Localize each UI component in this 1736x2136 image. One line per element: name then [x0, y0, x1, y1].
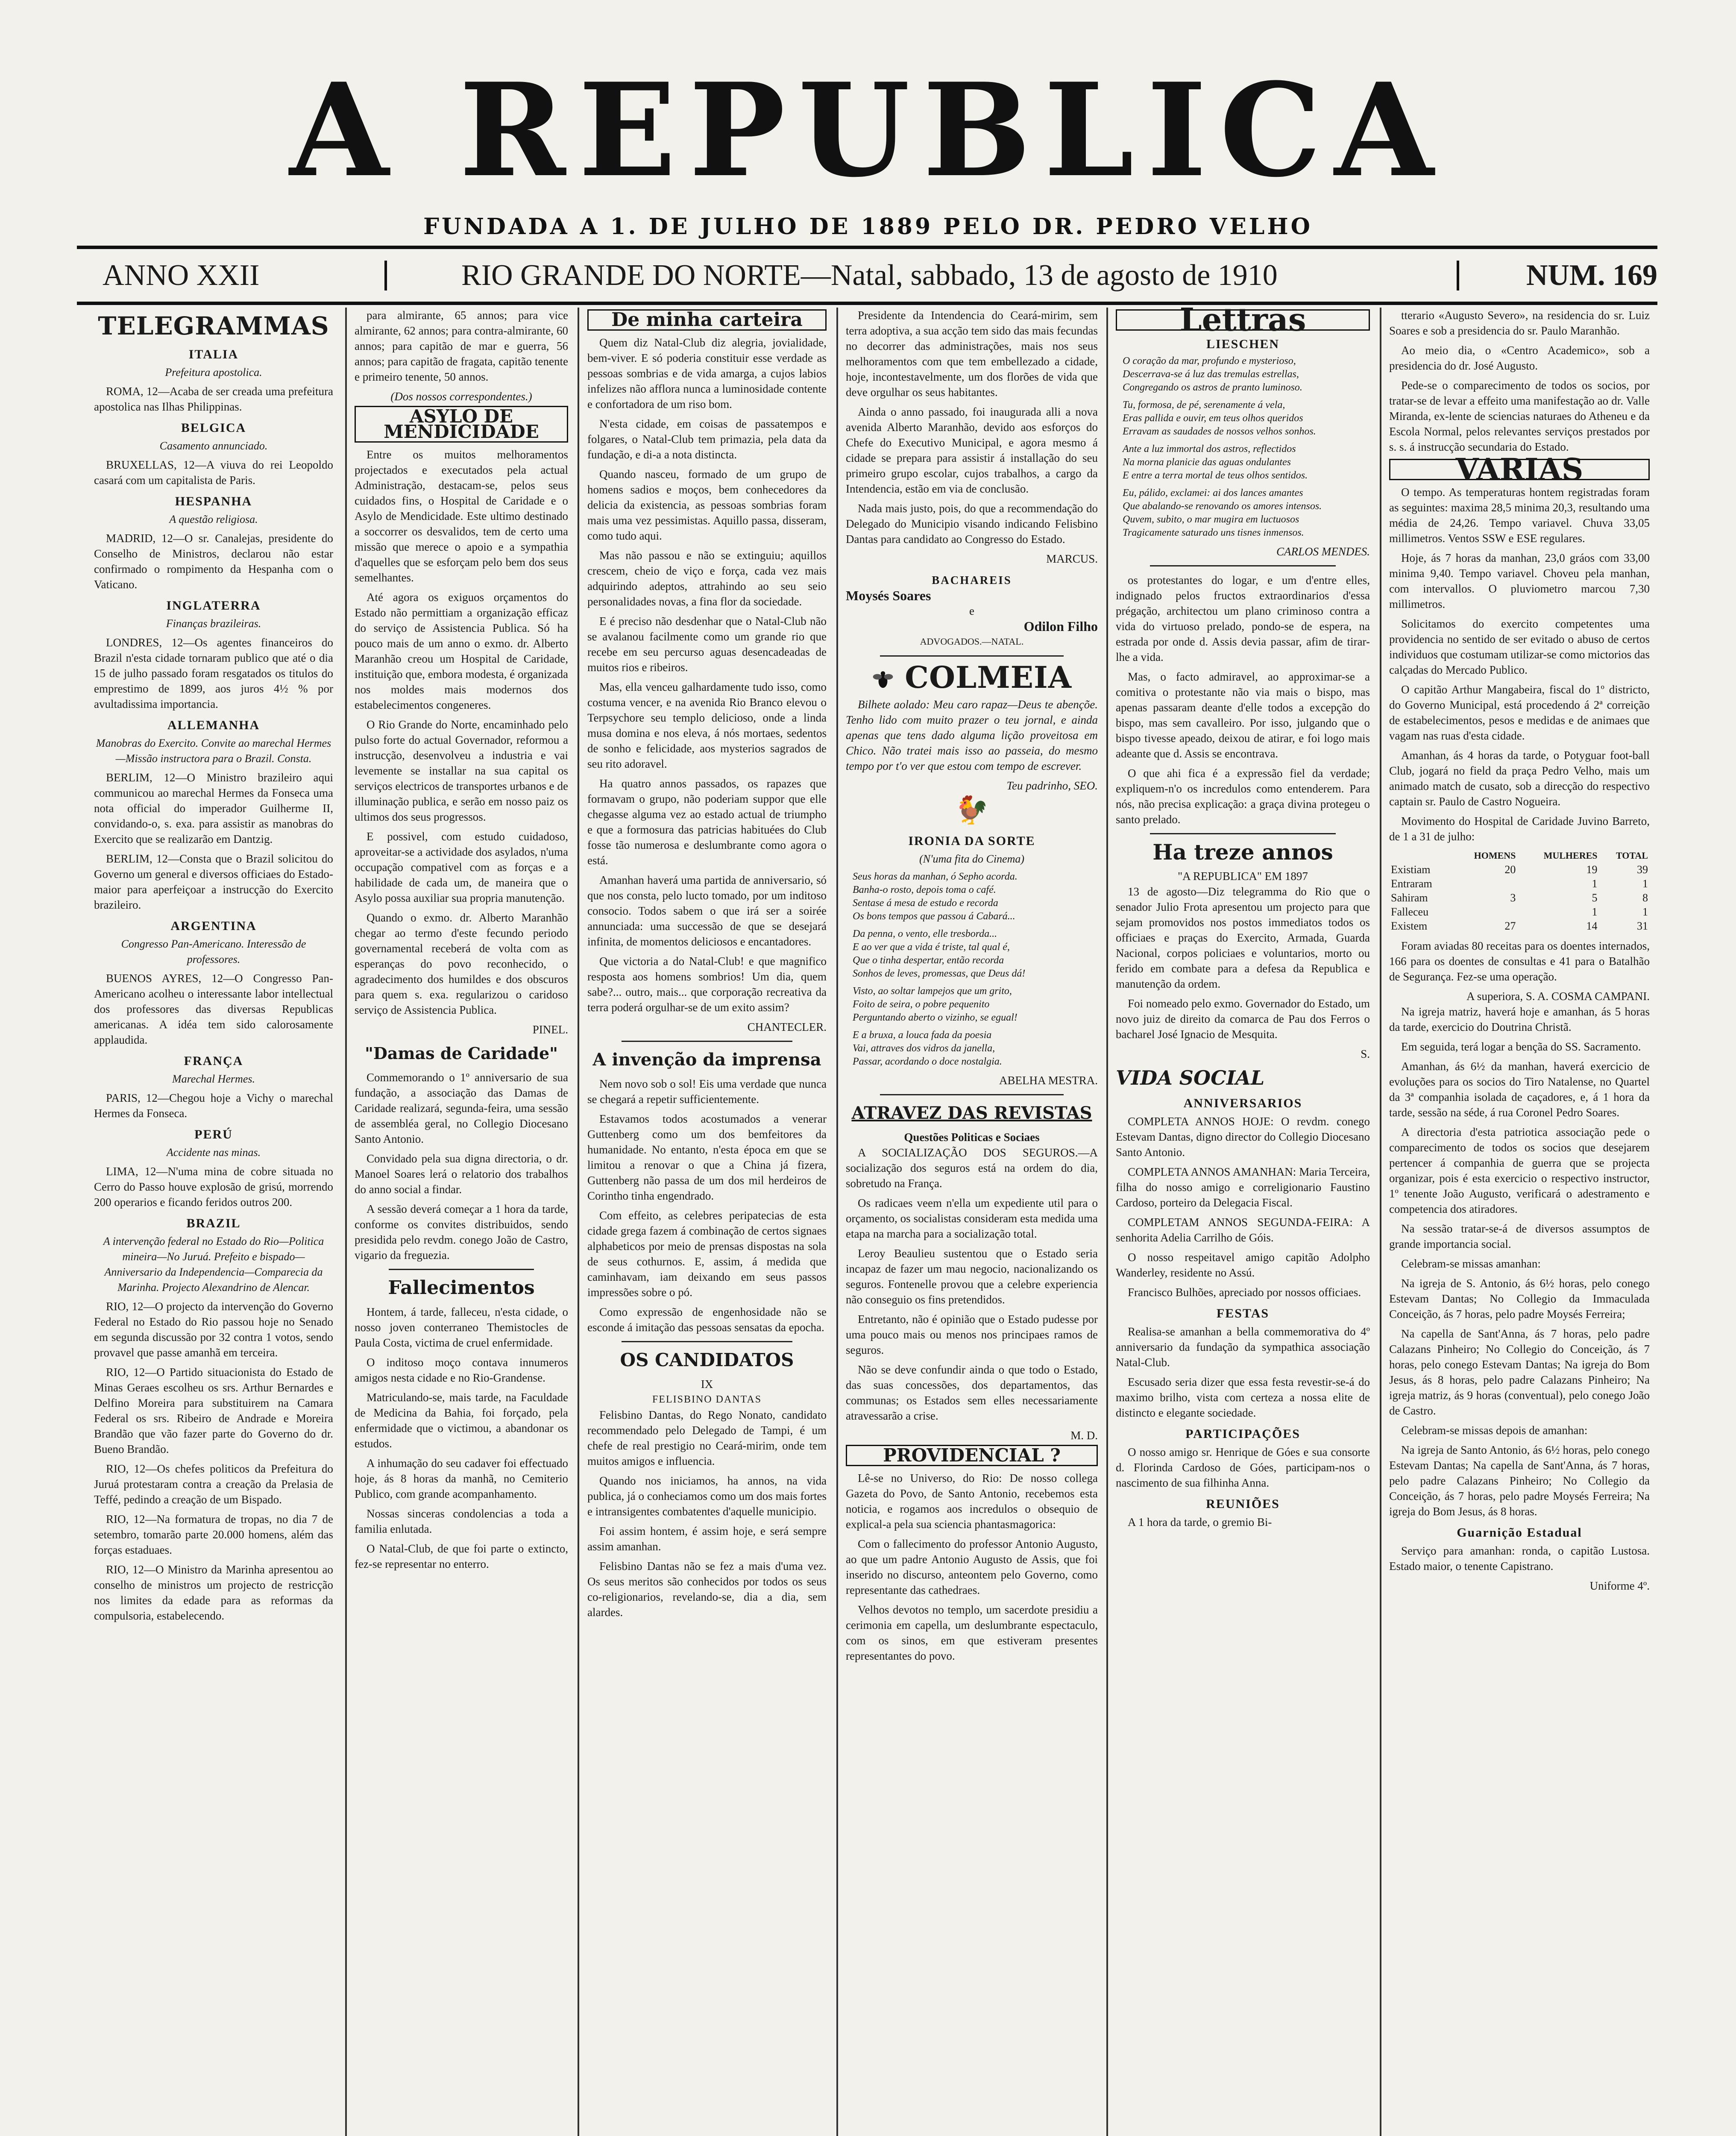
- news-paragraph: Estavamos todos acostumados a venerar Guttenberg como um dos bemfeitores da humanidade. No entanto, n'esta época em que se limitou a renovar o que a China já fizera, Guttenberg não passa de um dos mil herdeiros de Corintho tinha engendrado.: [587, 1112, 827, 1202]
- news-paragraph: A directoria d'esta patriotica associação pede o comparecimento de todos os socios que desejarem pertencer á companhia de guerra que se projecta organizar, pois é esta exercicio o respectivo instructor, 1º tenente João Augusto, verificará o adestramento e competencia dos atiradores.: [1389, 1126, 1650, 1215]
- table-cell: Entraram: [1391, 877, 1432, 890]
- section-title: IRONIA DA SORTE: [908, 834, 1035, 848]
- signature: (Dos nossos correspondentes.): [390, 390, 532, 403]
- candidatos-heading: OS CANDIDATOS: [620, 1350, 794, 1370]
- divider: [1150, 565, 1336, 566]
- news-paragraph: COMPLETAM ANNOS SEGUNDA-FEIRA: A senhorita Adelia Carrilho de Góis.: [1116, 1216, 1370, 1244]
- table-cell: 14: [1586, 920, 1598, 932]
- treze-annos-heading: Ha treze annos: [1152, 839, 1333, 865]
- table-cell: 3: [1510, 892, 1516, 904]
- table-cell: 1: [1592, 877, 1598, 890]
- signature: Teu padrinho, SEO.: [1006, 779, 1098, 792]
- news-paragraph: Felisbino Dantas não se fez a mais d'uma vez. Os seus meritos são conhecidos por todos os seus co-religionarios, revelando-se, dia a dia, sem alardes.: [587, 1560, 827, 1619]
- section-subtitle: Accidente nas minas.: [166, 1146, 261, 1159]
- table-cell: 27: [1504, 920, 1516, 932]
- section-title: ALLEMANHA: [167, 718, 260, 732]
- news-paragraph: MADRID, 12—O sr. Canalejas, presidente do Conselho de Ministros, declarou não estar confirmado o rompimento da Hespanha com o Vaticano.: [94, 532, 333, 591]
- fallecimentos-heading: Fallecimentos: [388, 1277, 535, 1299]
- divider: [622, 1341, 792, 1342]
- news-paragraph: Amanhan, ás 6½ da manhan, haverá exercicio de evoluções para os socios do Tiro Natalense, no Quartel da 3ª companhia isolada de caçadores, e, á 1 hora da tarde, sessão na séde, á rua Coronel Pedro Soares.: [1389, 1060, 1650, 1119]
- section-title: Guarnição Estadual: [1457, 1526, 1582, 1540]
- news-paragraph: BUENOS AYRES, 12—O Congresso Pan-Americano acolheu o interessante labor intellectual dos professores das diversas Republicas americanas. A idéa tem sido calorosamente applaudida.: [94, 972, 333, 1046]
- news-paragraph: Que victoria a do Natal-Club! e que magnifico resposta aos homens sombrios! Um dia, quem sabe?... outro, mais... que corporação recreativa da terra poderá orgulhar-se de um exito assim?: [587, 955, 827, 1014]
- news-paragraph: Nem novo sob o sol! Eis uma verdade que nunca se chegará a repetir sufficientemente.: [587, 1077, 827, 1106]
- damas-heading: "Damas de Caridade": [365, 1044, 558, 1063]
- table-row: [1389, 919, 1650, 933]
- bachareis-heading: BACHAREIS: [932, 574, 1012, 587]
- poem-stanza: Eu, pálido, exclamei: ai dos lances amantes Que abalando-se renovando os amores intensos. Quvem, subito, o mar mugira em luctuosos Tragicamente saturado uns tisnes inmensos.: [1123, 487, 1322, 538]
- section-subtitle: Manobras do Exercito. Convite ao marechal Hermes—Missão instructora para o Brazil. Consta.: [96, 737, 331, 765]
- news-paragraph: Com o fallecimento do professor Antonio Augusto, ao que um padre Antonio Augusto de Assis, que foi inserido no discurso, anteontem pelo Governo, como representante das cathedraes.: [846, 1537, 1098, 1596]
- poem-stanza: O coração da mar, profundo e mysterioso, Descerrava-se á luz das tremulas estrellas, Congregando os astros de pranto luminoso.: [1123, 355, 1302, 393]
- table-header: HOMENS: [1474, 850, 1516, 861]
- news-paragraph: para almirante, 65 annos; para vice almirante, 62 annos; para contra-almirante, 60 annos; para capitão de mar e guerra, 56 annos; para capitão de fragata, capitão tenente e primeiro tenente, 50 annos.: [355, 309, 568, 383]
- table-cell: [1453, 877, 1517, 891]
- news-paragraph: Mas, ella venceu galhardamente tudo isso, como costuma vencer, e na avenida Rio Branco elevou o Terpsychore seu templo delicioso, onde a linda musa domina e nos eleva, á nós mortaes, sedentos de sonho e felicidade, aos mysterios sagrados de seu rito adoravel.: [587, 681, 827, 770]
- news-paragraph: Quando o exmo. dr. Alberto Maranhão chegar ao termo d'este fecundo periodo governamental receberá de volta com as esperanças do povo reconhecido, o agradecimento dos humildes e dos obscuros para quem s. exa. regularizou o caridoso serviço de Assistencia Publica.: [355, 911, 568, 1016]
- section-subtitle: Marechal Hermes.: [172, 1073, 255, 1085]
- vida-social-heading: VIDA SOCIAL: [1116, 1066, 1265, 1089]
- news-paragraph: ROMA, 12—Acaba de ser creada uma prefeitura apostolica nas Ilhas Philippinas.: [94, 385, 333, 413]
- column-rule: [345, 308, 347, 2136]
- news-paragraph: Commemorando o 1º anniversario de sua fundação, a associação das Damas de Caridade realizará, segunda-feira, uma sessão de assembléa geral, no Collegio Diocesano Santo Antonio.: [355, 1071, 568, 1145]
- news-paragraph: Os radicaes veem n'ella um expediente util para o orçamento, os socialistas consideram esta medida uma etapa na marcha para a socialização total.: [846, 1197, 1098, 1240]
- table-cell: 39: [1637, 863, 1648, 876]
- news-paragraph: RIO, 12—O projecto da intervenção do Governo Federal no Estado do Rio passou hoje no Senado em segunda discussão por 32 contra 1 votos, sendo provavel que passe amanhã em terceira.: [94, 1300, 333, 1359]
- revistas-heading: ATRAVEZ DAS REVISTAS: [851, 1103, 1092, 1123]
- column-1: [94, 308, 333, 2136]
- divider: [880, 655, 1064, 657]
- table-header: [1389, 848, 1453, 863]
- news-paragraph: Hoje, ás 7 horas da manhan, 23,0 gráos com 33,00 minima 9,40. Tempo variavel. Choveu pela manhan, com intervallos. O pluviometro marcou 7,30 millimetros.: [1389, 552, 1650, 610]
- news-paragraph: Convidado pela sua digna directoria, o dr. Manoel Soares lerá o relatorio dos trabalhos do anno social a findar.: [355, 1152, 568, 1196]
- news-paragraph: RIO, 12—Na formatura de tropas, no dia 7 de setembro, tomarão parte 20.000 homens, além das forças estaduaes.: [94, 1513, 333, 1556]
- colmeia-title: COLMEIA: [905, 660, 1072, 695]
- column-rule: [578, 308, 579, 2136]
- news-paragraph: Na igreja de Santo Antonio, ás 6½ horas, pelo conego Estevam Dantas; Na capella de Sant'Anna, ás 7 horas, pelo padre Calazans Pinheiro; No Collegio da Conceição, ás 7 horas, pelo padre Moysés Ferreira; Na igreja do Bom Jesus, ás 8 horas.: [1389, 1444, 1650, 1518]
- news-paragraph: Solicitamos do exercito competentes uma providencia no sentido de ser evitado o abuso de certos individuos que costumam utilizar-se como mictorios das calçadas do Mercado Publico.: [1389, 617, 1650, 676]
- bee-icon: [872, 669, 894, 691]
- news-paragraph: Não se deve confundir ainda o que todo o Estado, das suas concessões, dos departamentos, das communas; os Estados sem elles necessariamente atravessarão a crise.: [846, 1363, 1098, 1422]
- hospital-table: [1389, 848, 1650, 933]
- telegrammas-heading: TELEGRAMMAS: [98, 311, 329, 340]
- table-cell: Existiam: [1391, 863, 1431, 876]
- news-paragraph: Presidente da Intendencia do Ceará-mirim, sem terra adoptiva, a sua acção tem sido das mais fecundas no decorrer das administrações, mais nos seus melhoramentos com que tem embellezado a cidade, hoje, incontestavelmente, um dos florões de vida que deve orgulhar os seus habitantes.: [846, 309, 1098, 399]
- section-title: ANNIVERSARIOS: [1183, 1096, 1302, 1110]
- news-paragraph: tterario «Augusto Severo», na residencia do sr. Luiz Soares e sob a presidencia do sr. Paulo Maranhão.: [1389, 309, 1650, 337]
- poem-stanza: E a bruxa, a louca fada da poesia Vai, attraves dos vidros da janella, Passar, acordando o doce nostalgia.: [853, 1030, 1002, 1067]
- news-paragraph: Amanhan haverá uma partida de anniversario, só que nos consta, pelo lucto tomado, por um inditoso consocio. Todos sabem o que irá ser a soirée annunciada: uma successão de que se desejará infinita, de momentos deliciosos e encantadores.: [587, 874, 827, 948]
- news-paragraph: COMPLETA ANNOS AMANHAN: Maria Terceira, filha do nosso amigo e correligionario Faustino Cardoso, porteiro da Delegacia Fiscal.: [1116, 1165, 1370, 1209]
- news-paragraph: Em seguida, terá logar a bençãa do SS. Sacramento.: [1401, 1040, 1641, 1053]
- header-rule-top: [77, 246, 1657, 249]
- column-4: [846, 308, 1098, 2136]
- signature: CARLOS MENDES.: [1276, 545, 1370, 558]
- table-cell: 1: [1642, 906, 1648, 918]
- table-cell: Falleceu: [1391, 906, 1429, 918]
- news-paragraph: A sessão deverá começar a 1 hora da tarde, conforme os convites distribuidos, sendo presidida pelo revdm. conego João de Castro, vigario da freguezia.: [355, 1203, 568, 1262]
- signature: ABELHA MESTRA.: [999, 1074, 1098, 1087]
- table-header: TOTAL: [1616, 850, 1648, 861]
- poem-stanza: Da penna, o vento, elle tresborda... E ao ver que a vida é triste, tal qual é, Que o tinha despertar, então recorda Sonhos de leves, promessas, que Deus dá!: [853, 928, 1026, 979]
- news-paragraph: Matriculando-se, mais tarde, na Faculdade de Medicina da Bahia, foi forçado, pela enfermidade que o victimou, a abandonar os estudos.: [355, 1391, 568, 1450]
- column-rule: [1106, 308, 1108, 2136]
- section-title: INGLATERRA: [166, 599, 261, 613]
- news-paragraph: Na igreja de S. Antonio, ás 6½ horas, pelo conego Estevam Dantas; No Collegio da Immaculada Conceição, ás 7 horas, pelo padre Moysés Ferreira;: [1389, 1277, 1650, 1320]
- news-paragraph: Velhos devotos no templo, um sacerdote presidiu a cerimonia em capella, um deslumbrante espectaculo, com os sinos, em que estiveram presentes representantes do povo.: [846, 1603, 1098, 1662]
- divider: [1150, 833, 1336, 834]
- news-paragraph: 13 de agosto—Diz telegramma do Rio que o senador Julio Frota apresentou um projecto para que sejam promovidos nos postos immediatos todos os officiaes e praças do Exercito, Armada, Guarda Nacional, corpos policiaes e voluntarios, morto ou ferido em combate para a defesa da Republica e manutenção da ordem.: [1116, 885, 1370, 990]
- news-paragraph: O capitão Arthur Mangabeira, fiscal do 1º districto, do Governo Municipal, está procedendo á 2ª correição de estabelecimentos, pesos e medidas e de animaes que vagam nas ruas d'esta cidade.: [1389, 683, 1650, 742]
- news-paragraph: Quando nasceu, formado de um grupo de homens sadios e moços, bem conhecedores da delicia da existencia, as pessoas sombrias foram mais uma vez pessimistas. Aquillo passa, disseram, como tudo aqui.: [587, 468, 827, 542]
- news-paragraph: LIMA, 12—N'uma mina de cobre situada no Cerro do Passo houve explosão de grisú, morrendo 200 operarios e ficando feridos outros 200.: [94, 1165, 333, 1209]
- signature: MARCUS.: [1046, 552, 1098, 565]
- signature: S.: [1361, 1047, 1370, 1060]
- section-title: REUNIÕES: [1206, 1497, 1280, 1511]
- section-subtitle: Finanças brazileiras.: [166, 617, 261, 630]
- news-paragraph: Quando nos iniciamos, ha annos, na vida publica, já o conheciamos como um dos mais fortes e intransigentes combatentes d'aquelle municipio.: [587, 1474, 827, 1518]
- news-paragraph: Francisco Bulhões, apreciado por nossos officiaes.: [1128, 1286, 1361, 1299]
- news-paragraph: Mas, o facto admiravel, ao approximar-se a comitiva o protestante não via mais o bispo, mas apenas passaram deante d'elle todos a excepção do bispo, mas sem cavalleiro. Por isso, julgando que o bispo tivesse apeado, deixou de atirar, e foi logo mais adeante que d. Assis se encontrava.: [1116, 670, 1370, 760]
- section-title: BELGICA: [181, 421, 246, 435]
- news-paragraph: os protestantes do logar, e um d'entre elles, indignado pelos fructos extraordinarios d'essa prégação, architectou um plano criminoso contra a vida do virtuoso prelado, pondo-se de espera, na estrada por onde d. Assis devia passar, afim de tirar-lhe a vida.: [1116, 574, 1370, 663]
- news-paragraph: Ao meio dia, o «Centro Academico», sob a presidencia do dr. José Augusto.: [1389, 344, 1650, 372]
- news-paragraph: Celebram-se missas amanhan:: [1401, 1257, 1541, 1270]
- lawyer-name: Odilon Filho: [1023, 619, 1098, 634]
- news-paragraph: PARIS, 12—Chegou hoje a Vichy o marechal Hermes da Fonseca.: [94, 1091, 333, 1120]
- divider: [622, 1041, 792, 1042]
- news-paragraph: Felisbino Dantas, do Rego Nonato, candidato recommendado pelo Delegado de Tampi, é um chefe de real prestigio no Ceará-mirim, onde tem muitos amigos e influencia.: [587, 1408, 827, 1467]
- table-cell: 1: [1592, 906, 1598, 918]
- table-row: [1389, 877, 1650, 891]
- signature: PINEL.: [532, 1023, 568, 1036]
- signature: CHANTECLER.: [747, 1021, 827, 1033]
- header-rule-bottom: [77, 302, 1657, 305]
- table-cell: 31: [1637, 920, 1648, 932]
- news-paragraph: O Natal-Club, de que foi parte o extincto, fez-se representar no enterro.: [355, 1542, 568, 1570]
- news-paragraph: O inditoso moço contava innumeros amigos nesta cidade e no Rio-Grandense.: [355, 1356, 568, 1384]
- anno-label: ANNO XXII: [103, 259, 260, 292]
- news-paragraph: Foram aviadas 80 receitas para os doentes internados, 166 para os doentes de consultas e 41 para o Batalhão de Segurança. Fez-se uma operação.: [1389, 939, 1650, 983]
- column-rule: [836, 308, 838, 2136]
- news-paragraph: Até agora os exiguos orçamentos do Estado não permittiam a organização efficaz do serviço de Assistencia Publica. Só ha pouco mais de um anno o exmo. dr. Alberto Maranhão creou um Hospital de Caridade, instituição que, embora modesta, é organizada nos moldes mais modernos dos estabelecimentos congeneres.: [355, 591, 568, 711]
- revistas-subtitle: Questões Politicas e Sociaes: [904, 1131, 1040, 1144]
- news-paragraph: Amanhan, ás 4 horas da tarde, o Potyguar foot-ball Club, jogará no field da praça Pedro Velho, mais um animado match de cusato, sob a direcção do respectivo captain sr. Paulo de Castro Nogueira.: [1389, 749, 1650, 808]
- poem-stanza: Ante a luz immortal dos astros, reflectidos Na morna planicie das aguas ondulantes E entre a terra mortal de teus olhos sentidos.: [1123, 443, 1308, 481]
- news-paragraph: E é preciso não desdenhar que o Natal-Club não se avalanou facilmente como um grande rio que recebe em seu percurso aguas desencadeadas de muitos rios e ribeiros.: [587, 615, 827, 674]
- divider: [880, 1094, 1064, 1095]
- poem-stanza: Visto, ao soltar lampejos que um grito, Foito de seira, o pobre pequenito Perguntando aberto o vizinho, se egual!: [853, 986, 1018, 1023]
- table-cell: [1453, 905, 1517, 919]
- news-paragraph: Nossas sinceras condolencias a toda a familia enlutada.: [355, 1507, 568, 1535]
- news-paragraph: Hontem, á tarde, falleceu, n'esta cidade, o nosso joven conterraneo Themistocles de Paula Costa, victima de cruel enfermidade.: [355, 1306, 568, 1349]
- news-paragraph: O que ahi fica é a expressão fiel da verdade; expliquem-n'o os incredulos como entenderem. Para nós, não precisa explicação: a graça divina protegeu o santo prelado.: [1116, 767, 1370, 826]
- section-title: HESPANHA: [175, 494, 252, 508]
- providencial-heading: PROVIDENCIAL ?: [846, 1445, 1098, 1466]
- poem-stanza: Tu, formosa, de pé, serenamente á vela, Eras pallida e ouvir, em teus olhos queridos Erravam as saudades de nossos velhos sonhos.: [1123, 399, 1316, 437]
- section-title: ITALIA: [188, 347, 239, 361]
- news-paragraph: Realisa-se amanhan a bella commemorativa do 4º anniversario da fundação da sympathica associação Natal-Club.: [1116, 1325, 1370, 1369]
- news-paragraph: O Rio Grande do Norte, encaminhado pelo pulso forte do actual Governador, reformou a instrucção, desenvolveu a industria e vai levemente se installar na sua capital os serviços electricos de transportes urbanos e de illuminação publica, e serão em nosso paiz os ultimos dos seus progressos.: [355, 718, 568, 823]
- section-title: BRAZIL: [186, 1216, 241, 1230]
- column-rule: [1380, 308, 1381, 2136]
- section-title: PARTICIPAÇÕES: [1185, 1427, 1300, 1441]
- asylo-heading: ASYLO DE MENDICIDADE: [355, 406, 568, 443]
- lawyer-name: Moysés Soares: [846, 588, 931, 603]
- news-paragraph: Foi assim hontem, é assim hoje, e será sempre assim amanhan.: [587, 1525, 827, 1553]
- conjunction: e: [969, 604, 974, 617]
- table-cell: 1: [1642, 877, 1648, 890]
- section-title: FRANÇA: [184, 1054, 243, 1068]
- section-subtitle: Congresso Pan-Americano. Interessão de professores.: [121, 938, 306, 965]
- poem-title: LIESCHEN: [1206, 337, 1280, 351]
- candidatos-number: IX: [701, 1378, 713, 1391]
- table-header: MULHERES: [1543, 850, 1598, 861]
- colmeia-heading: [846, 660, 1098, 695]
- signature: Uniforme 4º.: [1589, 1579, 1650, 1592]
- dateline-divider: [1457, 261, 1459, 290]
- table-cell: Sahiram: [1391, 892, 1428, 904]
- table-header-row: [1389, 848, 1650, 863]
- news-paragraph: Celebram-se missas depois de amanhan:: [1401, 1424, 1588, 1437]
- news-paragraph: Movimento do Hospital de Caridade Juvino Barreto, de 1 a 31 de julho:: [1389, 815, 1650, 843]
- table-cell: 5: [1592, 892, 1598, 904]
- news-paragraph: Na igreja matriz, haverá hoje e amanhan, ás 5 horas da tarde, exercicio do Doutrina Christã.: [1389, 1005, 1650, 1033]
- place-date: RIO GRANDE DO NORTE—Natal, sabbado, 13 de agosto de 1910: [461, 259, 1278, 292]
- table-row: [1389, 905, 1650, 919]
- news-paragraph: E possivel, com estudo cuidadoso, aproveitar-se a actividade dos asylados, n'uma occupação compativel com as forças e a habilidade de cada um, de maneira que o Asylo possa auxiliar sua propria manutenção.: [355, 830, 568, 904]
- news-paragraph: BERLIM, 12—O Ministro brazileiro aqui communicou ao marechal Hermes da Fonseca uma nota official do imperador Guilherme II, convidando-o, s. exa. para assistir as manobras do Exercito que se realizarão em Dantzig.: [94, 771, 333, 845]
- news-paragraph: Leroy Beaulieu sustentou que o Estado seria incapaz de fazer um mau negocio, nacionalizando os seguros. Fontenelle provou que a celebre experiencia não conseguio os fins pretendidos.: [846, 1247, 1098, 1306]
- news-paragraph: RIO, 12—O Partido situacionista do Estado de Minas Geraes escolheu os srs. Arthur Bernardes e Delfino Moreira para substituirem na Camara Federal os srs. Ribeiro de Andrade e Moreira Brandão que vão fazer parte do Governo do dr. Bueno Brandão.: [94, 1366, 333, 1455]
- section-subtitle: A intervenção federal no Estado do Rio—Politica mineira—No Juruá. Prefeito e bispado—Anniversario da Independencia—Comparecia da Marinha. Projecto Alexandrino de Alencar.: [103, 1235, 324, 1294]
- news-paragraph: N'esta cidade, em coisas de passatempos e folgares, o Natal-Club tem primazia, pela data da fundação, e di-a a nota distincta.: [587, 417, 827, 461]
- table-row: [1389, 863, 1650, 877]
- news-paragraph: Bilhete aolado: Meu caro rapaz—Deus te abençõe. Tenho lido com muito prazer o teu jornal, e ainda apenas que tens dado alguma lição proveitosa em Chico. Não tratei mais isso ao passeia, do mesmo tempo por t'o ver que estou com tempo de escrever.: [846, 698, 1098, 772]
- section-subtitle: Casamento annunciado.: [159, 440, 268, 452]
- news-paragraph: Mas não passou e não se extinguiu; aquillos crescem, cheio de viço e força, cada vez mais adquirindo adeptos, attrahindo ao seu seio personalidades novas, a fina flor da sociedade.: [587, 549, 827, 608]
- lettras-heading: Lettras: [1116, 309, 1370, 331]
- dateline: [77, 252, 1657, 299]
- section-title: PERÚ: [194, 1127, 233, 1141]
- news-paragraph: A 1 hora da tarde, o gremio Bi-: [1128, 1516, 1272, 1529]
- news-paragraph: O tempo. As temperaturas hontem registradas foram as seguintes: maxima 28,5 minima 20,3, resultando uma média de 24,26. Tempo variavel. Chuva 33,05 millimetros. Ventos SSW e ESE regulares.: [1389, 486, 1650, 545]
- section-subtitle: (N'uma fita do Cinema): [919, 853, 1025, 865]
- table-row: [1389, 891, 1650, 905]
- varias-heading: VARIAS: [1389, 459, 1650, 480]
- column-5: [1116, 308, 1370, 2136]
- news-paragraph: RIO, 12—O Ministro da Marinha apresentou ao conselho de ministros um projecto de restricção nos limites da edade para as reformas da compulsoria, estabelecendo.: [94, 1563, 333, 1622]
- divider: [389, 1269, 534, 1270]
- news-paragraph: Nada mais justo, pois, do que a recommendação do Delegado do Municipio visando indicando Felisbino Dantas para candidato ao Congresso do Estado.: [846, 502, 1098, 546]
- dateline-divider: [384, 261, 387, 290]
- poem-stanza: Seus horas da manhan, ó Sepho acorda. Banha-o rosto, depois toma o café. Sentase á mesa de estudo e recorda Os bons tempos que passou á Cabará...: [853, 871, 1018, 922]
- signature: M. D.: [1070, 1429, 1098, 1442]
- news-paragraph: Na capella de Sant'Anna, ás 7 horas, pelo padre Calazans Pinheiro; No Collegio do Conceição, ás 7 horas, pelo conego Estevam Dantas; Na igreja do Bom Jesus, ás 8 horas, pelo padre Calazans Pinheiro; Na igreja matriz, ás 9 horas (conventual), pelo conego João de Castro.: [1389, 1327, 1650, 1417]
- lawyer-address: ADVOGADOS.—NATAL.: [920, 636, 1024, 647]
- news-paragraph: Ha quatro annos passados, os rapazes que formavam o grupo, não poderiam suppor que elle chegasse alguma vez ao estado actual de triumpho e que a formosura das patricias habituées do Club fosse tão numerosa e deslumbrante como agora o está.: [587, 777, 827, 867]
- news-paragraph: Quem diz Natal-Club diz alegria, jovialidade, bem-viver. E só poderia constituir esse verdade as pessoas sombrias e de vida amarga, a cujos labios infelizes não afflora nunca a luminosidade contente e confortadora de um riso bom.: [587, 336, 827, 411]
- news-paragraph: Na sessão tratar-se-á de diversos assumptos de grande importancia social.: [1389, 1222, 1650, 1250]
- news-paragraph: Escusado seria dizer que essa festa revestir-se-á do maximo brilho, vista com certeza a nossa elite de distincto e elegante sociedade.: [1116, 1376, 1370, 1419]
- news-paragraph: LONDRES, 12—Os agentes financeiros do Brazil n'esta cidade tornaram publico que até o dia 15 de julho passado foram resgatados os titulos do emprestimo de 1899, aos juros 4½ % por avultadissima importancia.: [94, 636, 333, 710]
- signature: A superiora, S. A. COSMA CAMPANI.: [1466, 990, 1650, 1003]
- section-subtitle: Prefeitura apostolica.: [165, 366, 262, 378]
- section-subtitle: A questão religiosa.: [169, 513, 258, 525]
- news-paragraph: A SOCIALIZAÇÃO DOS SEGUROS.—A socialização dos seguros está na ordem do dia, sobretudo na França.: [846, 1146, 1098, 1190]
- table-cell: 8: [1642, 892, 1648, 904]
- news-paragraph: Com effeito, as celebres peripatecias de esta cidade grega fazem á combinação de certos signaes alphabeticos por meio de prensas dispostas na sola de seus cothurnos. E, assim, á medida que caminhavam, iam deixando em seus passos impressões sobre o pó.: [587, 1209, 827, 1299]
- column-3: [587, 308, 827, 2136]
- news-paragraph: BRUXELLAS, 12—A viuva do rei Leopoldo casará com um capitalista de Paris.: [94, 458, 333, 487]
- rooster-icon: 🐓: [955, 795, 989, 825]
- news-paragraph: Foi nomeado pelo exmo. Governador do Estado, um novo juiz de direito da comarca de Pau dos Ferros o bacharel José Ignacio de Mesquita.: [1116, 997, 1370, 1041]
- table-cell: Existem: [1391, 920, 1428, 932]
- masthead-founded: FUNDADA A 1. DE JULHO DE 1889 PELO DR. PEDRO VELHO: [423, 214, 1313, 240]
- news-paragraph: A inhumação do seu cadaver foi effectuado hoje, ás 8 horas da manhã, no Cemiterio Publico, com grande acompanhamento.: [355, 1457, 568, 1500]
- issue-number: NUM. 169: [1526, 259, 1657, 292]
- treze-annos-subtitle: "A REPUBLICA" EM 1897: [1178, 870, 1308, 883]
- news-paragraph: Como expressão de engenhosidade não se esconde á imitação das pessoas sensatas da epocha.: [587, 1306, 827, 1334]
- news-paragraph: COMPLETA ANNOS HOJE: O revdm. conego Estevam Dantas, digno director do Collegio Diocesano Santo Antonio.: [1116, 1115, 1370, 1159]
- column-6: [1389, 308, 1650, 2136]
- news-paragraph: O nosso respeitavel amigo capitão Adolpho Wanderley, residente no Assú.: [1116, 1251, 1370, 1279]
- news-paragraph: O nosso amigo sr. Henrique de Góes e sua consorte d. Florinda Cardoso de Góes, participam-nos o nascimento de sua filhinha Anna.: [1116, 1446, 1370, 1489]
- column-2: [355, 308, 568, 2136]
- candidatos-author: FELISBINO DANTAS: [652, 1394, 762, 1405]
- table-cell: 19: [1586, 863, 1598, 876]
- table-cell: 20: [1504, 863, 1516, 876]
- news-paragraph: BERLIM, 12—Consta que o Brazil solicitou do Governo um general e diversos officiaes do Estado-maior para aperfeiçoar a instrucção do Exercito brazileiro.: [94, 852, 333, 911]
- news-paragraph: Lê-se no Universo, do Rio: De nosso collega Gazeta do Povo, de Santo Antonio, recebemos esta noticia, e rogamos aos incredulos o obsequio de explical-a pela sua sciencia phantasmagorica:: [846, 1472, 1098, 1531]
- section-title: ARGENTINA: [170, 919, 257, 933]
- news-paragraph: RIO, 12—Os chefes politicos da Prefeitura do Juruá protestaram contra a creação da Prelasia de Teffé, pedindo a creação de um Bispado.: [94, 1462, 333, 1506]
- imprensa-heading: A invenção da imprensa: [592, 1050, 821, 1070]
- news-paragraph: Ainda o anno passado, foi inaugurada alli a nova avenida Alberto Maranhão, devido aos esforços do Chefe do Executivo Municipal, e agora mesmo á cidade se prepara para assistir á installação do seu primeiro grupo escolar, cujos trabalhos, a cargo da Intendencia, estão em via de conclusão.: [846, 405, 1098, 495]
- carteira-heading: De minha carteira: [587, 309, 827, 331]
- masthead-title: A REPUBLICA: [289, 55, 1447, 205]
- news-paragraph: Entre os muitos melhoramentos projectados e executados pela actual Administração, destacam-se, pelos seus cuidados fins, o Hospital de Caridade e o Asylo de Mendicidade. Este ultimo destinado a soccorrer os desvalidos, tem de certo uma missão que merece o apoio e a sympathia d'aquelles que se esforçam pelo bem dos seus semelhantes.: [355, 448, 568, 584]
- news-paragraph: Pede-se o comparecimento de todos os socios, por tratar-se de levar a effeito uma manifestação ao dr. Valle Miranda, ex-lente de sciencias naturaes do Atheneu e da Escola Normal, pelos relevantes serviços prestados por s. s. á instrucção secundaria do Estado.: [1389, 379, 1650, 453]
- news-paragraph: Entretanto, não é opinião que o Estado pudesse por uma pouco mais ou menos nos principaes ramos de seguros.: [846, 1313, 1098, 1356]
- section-title: FESTAS: [1216, 1306, 1270, 1320]
- news-paragraph: Serviço para amanhan: ronda, o capitão Lustosa. Estado maior, o tenente Capistrano.: [1389, 1544, 1650, 1573]
